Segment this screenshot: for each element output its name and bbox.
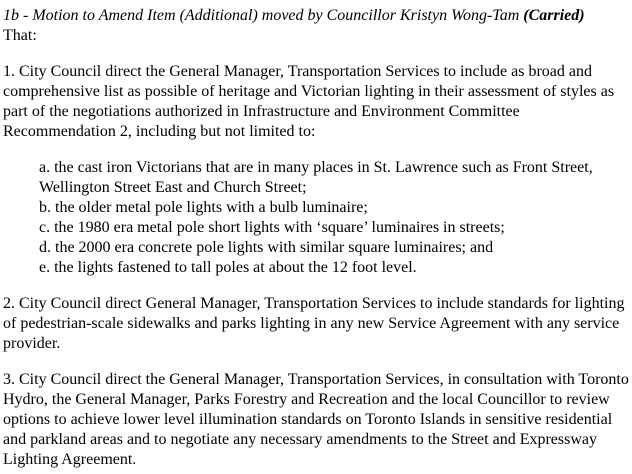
preamble-text: That: bbox=[3, 27, 37, 44]
clause-list-item-e: e. the lights fastened to tall poles at about the 12 foot level. bbox=[39, 259, 417, 276]
clause-list-item-a: a. the cast iron Victorians that are in many places in St. Lawrence such as Front Street, Wellington Street East and Church Street; bbox=[39, 159, 593, 196]
motion-heading bbox=[3, 6, 629, 46]
clause-2-paragraph: 2. City Council direct General Manager, Transportation Services to include standards for lighting of pedestrian-scale sidewalks and parks lighting in any new Service Agreement with any service provider. bbox=[3, 295, 625, 352]
clause-list-item-b: b. the older metal pole lights with a bulb luminaire; bbox=[39, 199, 368, 216]
carried-status: (Carried) bbox=[523, 7, 585, 24]
clause-1-sublist bbox=[3, 158, 629, 278]
motion-document bbox=[3, 6, 629, 470]
clause-3-paragraph: 3. City Council direct the General Manager, Transportation Services, in consultation with Toronto Hydro, the General Manager, Parks Forestry and Recreation and the local Councillor to review options to achieve lower level illumination standards on Toronto Islands in sensitive residential and parkland areas and to negotiate any necessary amendments to the Street and Expressway Lighting Agreement. bbox=[3, 371, 629, 468]
motion-title-text: 1b - Motion to Amend Item (Additional) moved by Councillor Kristyn Wong-Tam bbox=[3, 7, 520, 24]
clause-list-item-d: d. the 2000 era concrete pole lights with similar square luminaires; and bbox=[39, 239, 494, 256]
clause-list-item-c: c. the 1980 era metal pole short lights with ‘square’ luminaires in streets; bbox=[39, 219, 505, 236]
clause-1-paragraph: 1. City Council direct the General Manager, Transportation Services to include as broad and comprehensive list as possible of heritage and Victorian lighting in their assessment of styles as part of the negotiations authorized in Infrastructure and Environment Committee Recommendation 2, including but not limited to: bbox=[3, 63, 615, 140]
